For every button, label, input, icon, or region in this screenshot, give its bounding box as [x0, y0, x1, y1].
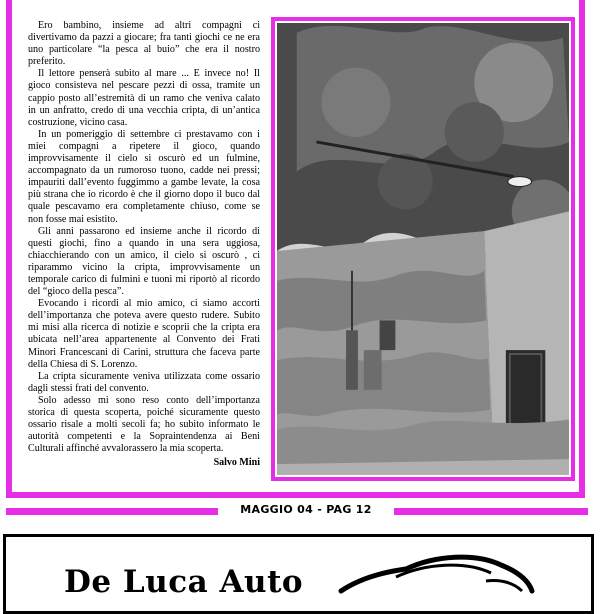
author-signature: Salvo Mini — [213, 457, 260, 469]
article-paragraph: Solo adesso mi sono reso conto dell’importanza storica di questa scoperta, poiché sicuramente questo ossario risale a molti secoli fa; ho subito informato le autorità competenti e la Sopraintendenza ai Beni Culturali affinché avvalorassero la mia scoperta. — [28, 394, 260, 455]
page-footer-label: MAGGIO 04 - PAG 12 — [240, 503, 372, 516]
article-paragraph: In un pomeriggio di settembre ci prestavamo con i miei compagni a ripetere il gioco, quando improvvisamente il cielo si oscurò ed un fulmine, accompagnato da un rumoroso tuono, cadde nei pressi; impauriti dall’evento fuggimmo a gambe levate, la cosa più strana che io ricordo è che il giorno dopo il buco dal quale pescavamo era completamente chiuso, come se non fosse mai esistito. — [28, 128, 260, 225]
article-text — [28, 20, 260, 469]
ad-brand-name: De Luca Auto — [64, 564, 304, 600]
article-paragraph: Gli anni passarono ed insieme anche il ricordo di questi giochi, fino a quando in una sera uggiosa, chiacchierando con un amico, il cielo si oscurò , ci riparammo vicino la cripta, improvvisamente un temporale carico di fulmini e tuoni mi riportò al ricordo del “gioco della pesca”. — [28, 225, 260, 298]
article-paragraph: Ero bambino, insieme ad altri compagni ci divertivamo da pazzi a giocare; fra tanti giochi ce ne era uno particolare “la pesca al buio” che era il nostro preferito. — [28, 20, 260, 68]
photo-frame — [271, 17, 575, 481]
article-paragraph: Evocando i ricordi al mio amico, ci siamo accorti dell’importanza che poteva avere questo rudere. Subito mi misi alla ricerca di notizie e scoprii che la cripta era ubicata nell’area appartenente al Convento dei Frati Minori Francescani di Carini, struttura che faceva parte della Chiesa di S. Lorenzo. — [28, 298, 260, 370]
advertisement-box — [3, 534, 594, 614]
footer-rule-right — [394, 508, 588, 515]
car-logo-icon — [336, 551, 536, 603]
article-paragraph: Il lettore penserà subito al mare ... E invece no! Il gioco consisteva nel pescare pezzi di ossa, tramite un cappio posto all’estremità di un ramo che veniva calato in un anfratto, credo di una vecchia cripta, di un’antica costruzione, vicino casa. — [28, 68, 260, 128]
crypt-photo — [277, 23, 569, 475]
footer-rule-left — [6, 508, 218, 515]
article-paragraph: La cripta sicuramente veniva utilizzata come ossario dagli stessi frati del convento. — [28, 370, 260, 394]
